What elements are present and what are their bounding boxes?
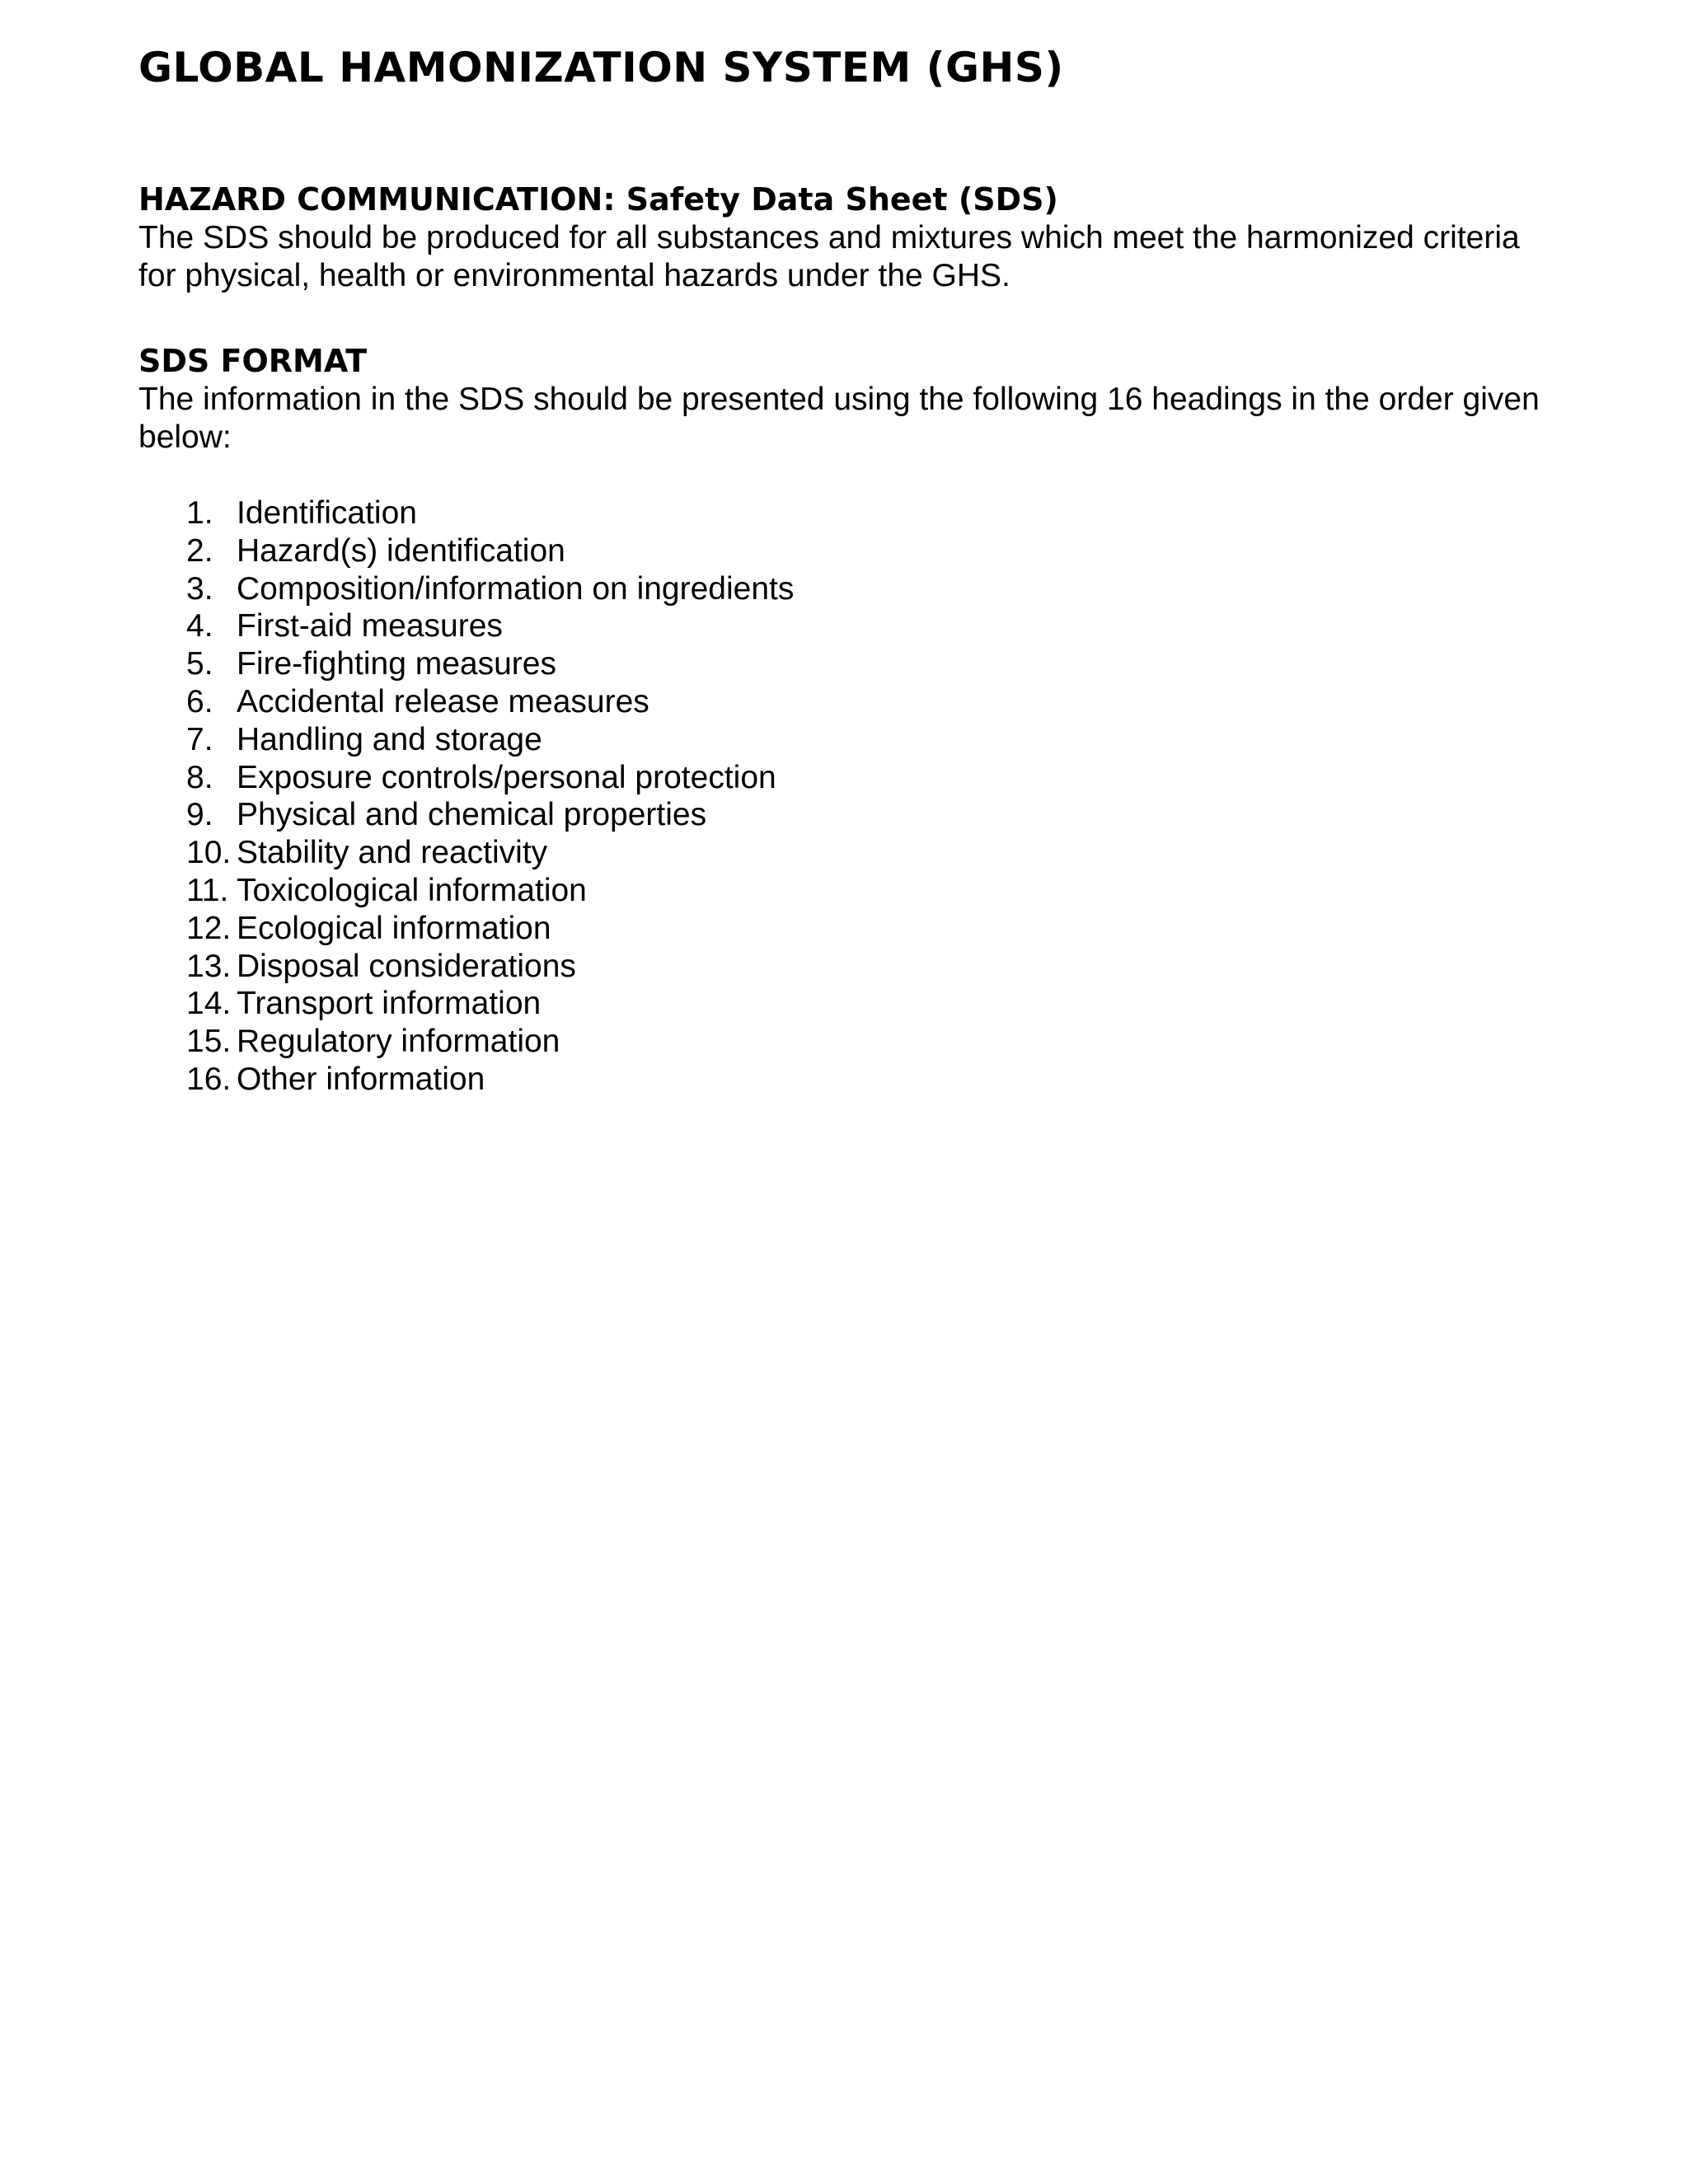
list-label: Identification [237, 495, 417, 531]
list-item [186, 872, 794, 910]
list-number: 12. [186, 910, 232, 946]
list-item [186, 796, 794, 834]
list-item [186, 683, 794, 721]
list-item [186, 607, 794, 645]
list-number: 13. [186, 948, 232, 984]
list-item [186, 532, 794, 570]
list-label: Fire-fighting measures [237, 646, 556, 682]
list-item [186, 985, 794, 1023]
list-number: 10. [186, 835, 232, 871]
list-label: Hazard(s) identification [237, 532, 565, 569]
section-paragraph: The SDS should be produced for all substances and mixtures which meet the harmonized criteria for physical, health or environmental hazards under the GHS. [138, 220, 1520, 293]
list-label: Transport information [237, 986, 542, 1022]
list-label: Toxicological information [237, 872, 587, 908]
list-label: Disposal considerations [237, 948, 576, 984]
list-item [186, 910, 794, 948]
list-label: Exposure controls/personal protection [237, 759, 776, 795]
list-number: 16. [186, 1061, 232, 1097]
list-number: 8. [186, 759, 213, 795]
list-number: 5. [186, 646, 213, 682]
list-number: 11. [186, 872, 229, 908]
list-label: Stability and reactivity [237, 835, 548, 871]
document-title: GLOBAL HAMONIZATION SYSTEM (GHS) [138, 44, 1064, 91]
list-item [186, 721, 794, 759]
list-number: 1. [186, 495, 213, 531]
section-sds-format [138, 341, 1556, 457]
list-number: 3. [186, 570, 213, 607]
section-hazard-communication [138, 180, 1556, 295]
list-item [186, 834, 794, 872]
list-label: Physical and chemical properties [237, 797, 707, 833]
list-item [186, 1061, 794, 1099]
list-label: Composition/information on ingredients [237, 570, 795, 607]
list-item [186, 948, 794, 986]
list-label: Handling and storage [237, 721, 542, 757]
list-number: 4. [186, 608, 213, 644]
list-number: 9. [186, 797, 213, 833]
list-label: First-aid measures [237, 608, 503, 644]
sds-headings-list [186, 494, 794, 1099]
section-heading: SDS FORMAT [138, 343, 368, 379]
list-item [186, 1023, 794, 1061]
list-item [186, 645, 794, 683]
list-item [186, 759, 794, 797]
list-label: Regulatory information [237, 1024, 560, 1060]
list-item [186, 570, 794, 608]
list-number: 15. [186, 1024, 232, 1060]
list-number: 14. [186, 986, 232, 1022]
list-label: Other information [237, 1061, 485, 1097]
list-label: Ecological information [237, 910, 551, 946]
list-label: Accidental release measures [237, 683, 649, 719]
list-number: 2. [186, 532, 213, 569]
section-paragraph: The information in the SDS should be presented using the following 16 headings in the order given below: [138, 382, 1540, 455]
list-number: 6. [186, 683, 213, 719]
list-item [186, 494, 794, 532]
list-number: 7. [186, 721, 213, 757]
section-heading: HAZARD COMMUNICATION: Safety Data Sheet (SDS) [138, 181, 1058, 218]
